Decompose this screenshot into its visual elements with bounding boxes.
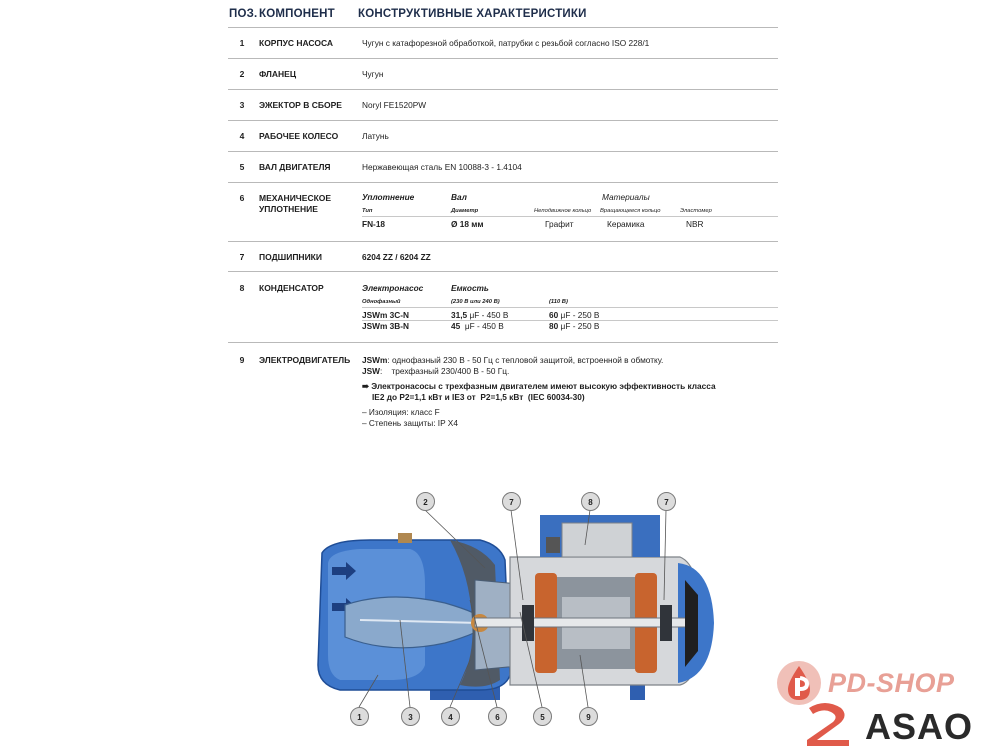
cap-header-pump: Электронасос bbox=[362, 283, 424, 293]
motor-line-3: ➠ Электронасосы с трехфазным двигателем имеют высокую эффективность класса bbox=[362, 381, 716, 391]
callout-capacitor: 8 bbox=[581, 492, 600, 511]
header-characteristics: КОНСТРУКТИВНЫЕ ХАРАКТЕРИСТИКИ bbox=[358, 8, 587, 20]
component-name: ЭЖЕКТОР В СБОРЕ bbox=[259, 100, 342, 110]
seal-rotating-ring-value: Керамика bbox=[607, 219, 645, 229]
callout-bearing-rear: 7 bbox=[657, 492, 676, 511]
callout-impeller: 4 bbox=[441, 707, 460, 726]
component-desc: Noryl FE1520PW bbox=[362, 100, 427, 110]
seal-sub-diameter: Диаметр bbox=[451, 208, 479, 214]
row-number: 6 bbox=[239, 193, 245, 203]
cap-row2-110-unit: μF - 250 В bbox=[558, 321, 600, 331]
cap-row1-110-unit: μF - 250 В bbox=[558, 310, 600, 320]
pd-shop-wordmark: PD-SHOP bbox=[828, 668, 955, 698]
cap-row2-230-unit: μF - 450 В bbox=[460, 321, 504, 331]
cap-sub-230: (230 В или 240 В) bbox=[451, 299, 500, 305]
cap-row1-model: JSWm 3C-N bbox=[362, 310, 410, 320]
component-desc: Латунь bbox=[362, 131, 389, 141]
callout-seal: 6 bbox=[488, 707, 507, 726]
component-desc: Нержавеющая сталь EN 10088-3 - 1.4104 bbox=[362, 162, 522, 172]
motor-line-2-text: : трехфазный 230/400 В - 50 Гц. bbox=[379, 366, 510, 376]
callout-flange: 2 bbox=[416, 492, 435, 511]
asao-emblem-icon bbox=[805, 700, 857, 748]
header-component: КОМПОНЕНТ bbox=[259, 8, 335, 20]
cap-sub-phase: Однофазный bbox=[362, 299, 401, 305]
cap-row2-model: JSWm 3B-N bbox=[362, 321, 410, 331]
component-name-line2: УПЛОТНЕНИЕ bbox=[259, 204, 318, 214]
motor-insulation: – Изоляция: класс F bbox=[362, 407, 440, 417]
seal-sub-rotating-ring: Вращающееся кольцо bbox=[600, 208, 661, 214]
seal-fixed-ring-value: Графит bbox=[545, 219, 574, 229]
seal-elastomer-value: NBR bbox=[686, 219, 704, 229]
seal-sub-type: Тип bbox=[362, 208, 373, 214]
callout-ejector: 3 bbox=[401, 707, 420, 726]
header-pos: ПОЗ. bbox=[229, 8, 258, 20]
seal-diameter-value: Ø 18 мм bbox=[451, 219, 484, 229]
row-number: 9 bbox=[239, 355, 245, 365]
component-name: ЭЛЕКТРОДВИГАТЕЛЬ bbox=[259, 355, 351, 365]
motor-jsw: JSW bbox=[362, 366, 380, 376]
row-number: 8 bbox=[239, 283, 245, 293]
component-name: РАБОЧЕЕ КОЛЕСО bbox=[259, 131, 339, 141]
callout-pump-body: 1 bbox=[350, 707, 369, 726]
component-desc: Чугун bbox=[362, 69, 384, 79]
asao-wordmark: ASAO bbox=[865, 706, 974, 747]
callout-bearing-front: 7 bbox=[502, 492, 521, 511]
component-desc: 6204 ZZ / 6204 ZZ bbox=[362, 252, 431, 262]
callout-shaft: 5 bbox=[533, 707, 552, 726]
seal-header-shaft: Вал bbox=[451, 192, 467, 202]
row-number: 7 bbox=[239, 252, 245, 262]
cap-row1-230-unit: μF - 450 В bbox=[467, 310, 509, 320]
seal-header-materials: Материалы bbox=[602, 192, 650, 202]
cap-sub-110: (110 В) bbox=[549, 299, 568, 305]
component-desc: Чугун с катафорезной обработкой, патрубки с резьбой согласно ISO 228/1 bbox=[362, 38, 650, 48]
component-name: ВАЛ ДВИГАТЕЛЯ bbox=[259, 162, 331, 172]
component-name: ПОДШИПНИКИ bbox=[259, 252, 322, 262]
seal-header-seal: Уплотнение bbox=[362, 192, 415, 202]
row-number: 4 bbox=[239, 131, 245, 141]
motor-line-1-text: : однофазный 230 В - 50 Гц с тепловой защитой, встроенной в обмотку. bbox=[387, 355, 664, 365]
cap-header-capacity: Емкость bbox=[451, 283, 489, 293]
callout-motor: 9 bbox=[579, 707, 598, 726]
seal-sub-fixed-ring: Неподвижное кольцо bbox=[534, 208, 592, 214]
component-name: КОРПУС НАСОСА bbox=[259, 38, 334, 48]
row-number: 5 bbox=[239, 162, 245, 172]
seal-sub-elastomer: Эластомер bbox=[680, 208, 712, 214]
cap-row1-110-value: 60 bbox=[549, 310, 559, 320]
seal-type-value: FN-18 bbox=[362, 219, 386, 229]
row-number: 1 bbox=[239, 38, 245, 48]
cap-row1-230-value: 31,5 bbox=[451, 310, 468, 320]
cap-row2-230-value: 45 bbox=[451, 321, 461, 331]
component-name: ФЛАНЕЦ bbox=[259, 69, 297, 79]
motor-protection: – Степень защиты: IP X4 bbox=[362, 418, 458, 428]
motor-line-4: IE2 до P2=1,1 кВт и IE3 от P2=1,5 кВт (IEC 60034-30) bbox=[372, 392, 585, 402]
motor-jswm: JSWm bbox=[362, 355, 388, 365]
row-number: 3 bbox=[239, 100, 245, 110]
component-name: КОНДЕНСАТОР bbox=[259, 283, 324, 293]
component-name-line1: МЕХАНИЧЕСКОЕ bbox=[259, 193, 332, 203]
row-number: 2 bbox=[239, 69, 245, 79]
asao-logo bbox=[805, 700, 995, 748]
cap-row2-110-value: 80 bbox=[549, 321, 559, 331]
